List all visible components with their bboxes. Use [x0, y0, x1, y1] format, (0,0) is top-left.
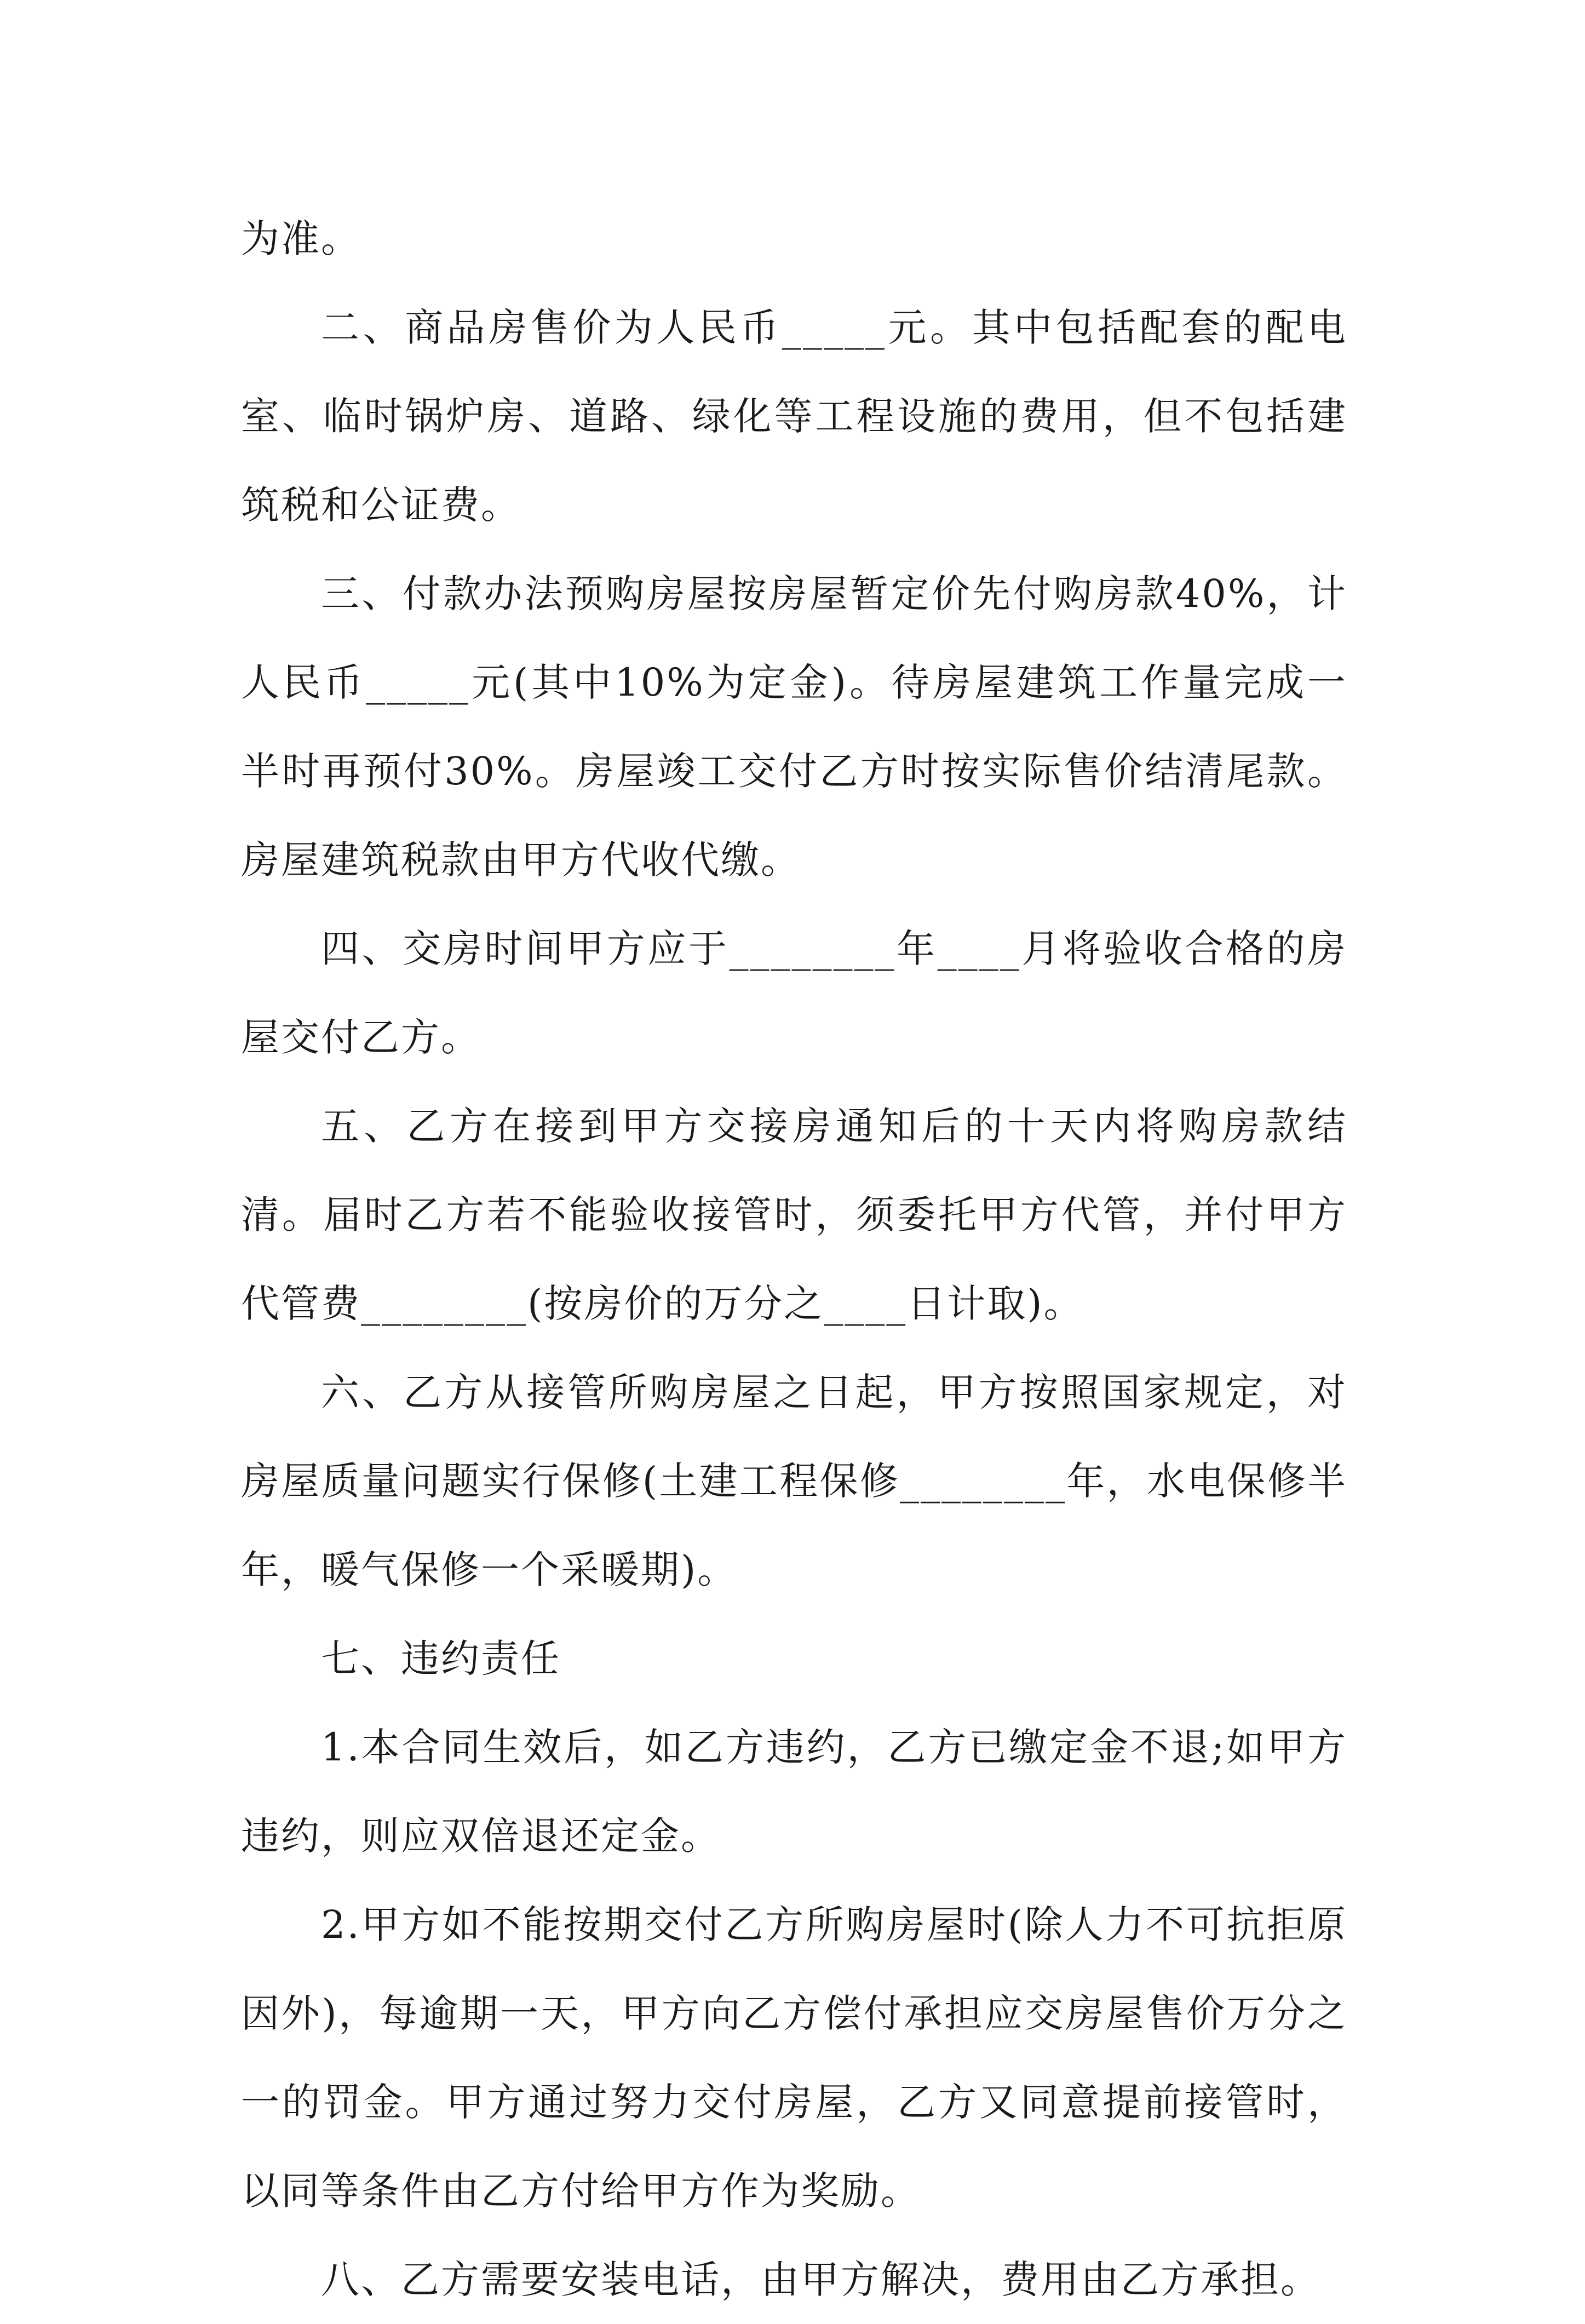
document-body — [241, 194, 1347, 2324]
paragraph-clause-6-warranty: 六、乙方从接管所购房屋之日起，甲方按照国家规定，对房屋质量问题实行保修(土建工程保修________年，水电保修半年，暖气保修一个采暖期)。 — [241, 1370, 1347, 1592]
paragraph-clause-7-heading: 七、违约责任 — [321, 1636, 561, 1681]
paragraph-clause-7-item-2: 2.甲方如不能按期交付乙方所购房屋时(除人力不可抗拒原因外)，每逾期一天，甲方向乙方偿付承担应交房屋售价万分之一的罚金。甲方通过努力交付房屋，乙方又同意提前接管时，以同等条件由乙方付给甲方作为奖励。 — [241, 1902, 1347, 2213]
paragraph-clause-5-settlement: 五、乙方在接到甲方交接房通知后的十天内将购房款结清。届时乙方若不能验收接管时，须委托甲方代管，并付甲方代管费________(按房价的万分之____日计取)。 — [241, 1104, 1347, 1326]
paragraph-clause-4-delivery: 四、交房时间甲方应于________年____月将验收合格的房屋交付乙方。 — [241, 926, 1347, 1060]
paragraph-clause-8-telephone: 八、乙方需要安装电话，由甲方解决，费用由乙方承担。 — [321, 2257, 1320, 2302]
paragraph-clause-3-payment: 三、付款办法预购房屋按房屋暂定价先付购房款40%，计人民币_____元(其中10%为定金)。待房屋建筑工作量完成一半时再预付30%。房屋竣工交付乙方时按实际售价结清尾款。房屋建筑税款由甲方代收代缴。 — [241, 571, 1347, 882]
paragraph-clause-2-price: 二、商品房售价为人民币_____元。其中包括配套的配电室、临时锅炉房、道路、绿化等工程设施的费用，但不包括建筑税和公证费。 — [241, 305, 1347, 527]
paragraph-continuation: 为准。 — [241, 216, 361, 261]
paragraph-clause-7-item-1: 1.本合同生效后，如乙方违约，乙方已缴定金不退;如甲方违约，则应双倍退还定金。 — [241, 1725, 1347, 1858]
